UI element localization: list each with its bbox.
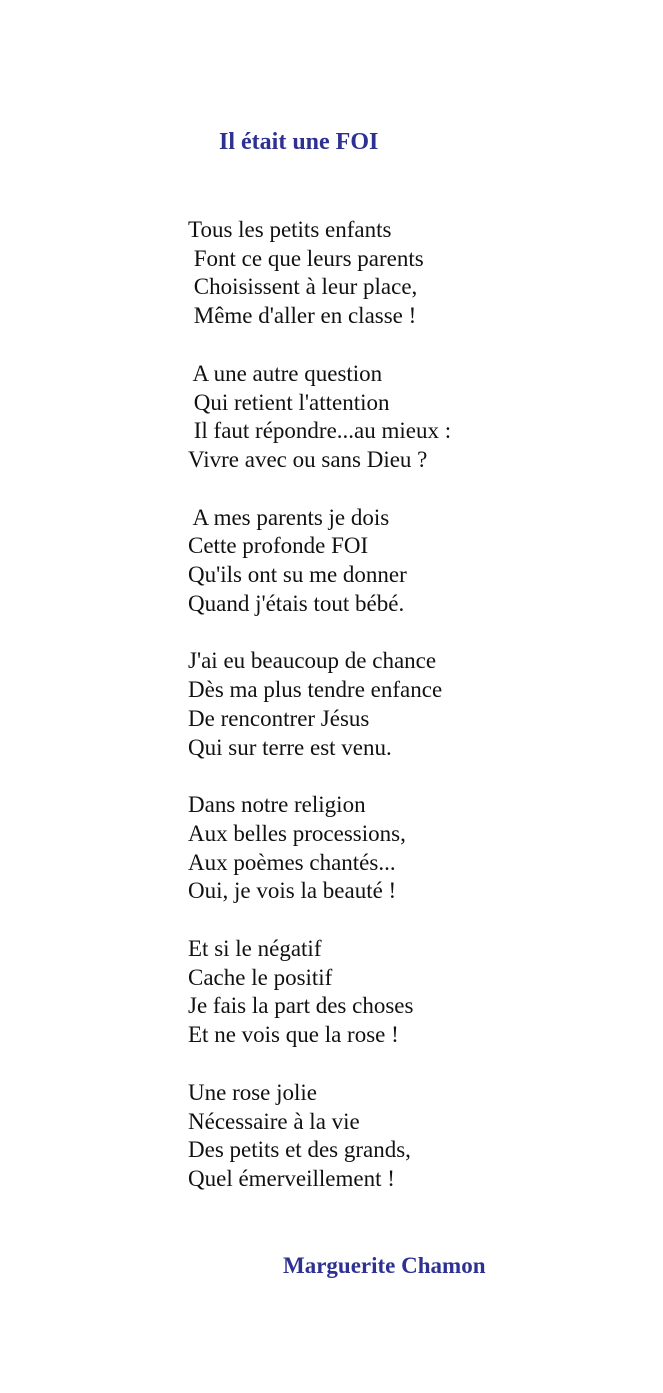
- poem-line: Cache le positif: [188, 964, 333, 990]
- poem-line: Nécessaire à la vie: [188, 1108, 360, 1134]
- stanza-2: [188, 360, 608, 475]
- poem-line: Qui sur terre est venu.: [188, 734, 392, 760]
- poem-line: Cette profonde FOI: [188, 533, 369, 559]
- poem-line: Dans notre religion: [188, 792, 366, 818]
- poem-line: Dès ma plus tendre enfance: [188, 677, 443, 703]
- stanza-6: [188, 935, 608, 1050]
- poem-line: Qu'ils ont su me donner: [188, 562, 407, 588]
- poem-line: Font ce que leurs parents: [188, 245, 424, 271]
- poem-line: J'ai eu beaucoup de chance: [188, 648, 437, 674]
- poem-line: Quand j'étais tout bébé.: [188, 590, 405, 616]
- stanza-4: [188, 647, 608, 762]
- poem-line: Aux poèmes chantés...: [188, 849, 396, 875]
- poem-line: Vivre avec ou sans Dieu ?: [188, 446, 428, 472]
- poem-line: Tous les petits enfants: [188, 217, 392, 242]
- poem-line: A mes parents je dois: [188, 504, 390, 530]
- poem-line: Aux belles processions,: [188, 820, 406, 846]
- poem-line: Oui, je vois la beauté !: [188, 878, 397, 904]
- poem-line: Quel émerveillement !: [188, 1165, 395, 1191]
- poem-line: Et ne vois que la rose !: [188, 1022, 399, 1048]
- poem-line: Il faut répondre...au mieux :: [188, 418, 452, 444]
- poem-line: Je fais la part des choses: [188, 993, 414, 1019]
- poem-author: Marguerite Chamon: [283, 1253, 486, 1278]
- stanza-7: [188, 1079, 608, 1194]
- poem-line: A une autre question: [188, 360, 383, 386]
- poem-line: Choisissent à leur place,: [188, 274, 418, 300]
- stanza-5: [188, 791, 608, 906]
- poem-line: Des petits et des grands,: [188, 1137, 411, 1163]
- poem-title: Il était une FOI: [219, 129, 379, 155]
- poem-line: Et si le négatif: [188, 936, 322, 962]
- poem-line: Qui retient l'attention: [188, 389, 390, 415]
- stanza-1: [188, 216, 608, 331]
- poem-line: Une rose jolie: [188, 1079, 318, 1105]
- poem-body: [188, 216, 608, 1223]
- stanza-3: [188, 504, 608, 619]
- poem-line: Même d'aller en classe !: [188, 303, 417, 329]
- poem-line: De rencontrer Jésus: [188, 705, 370, 731]
